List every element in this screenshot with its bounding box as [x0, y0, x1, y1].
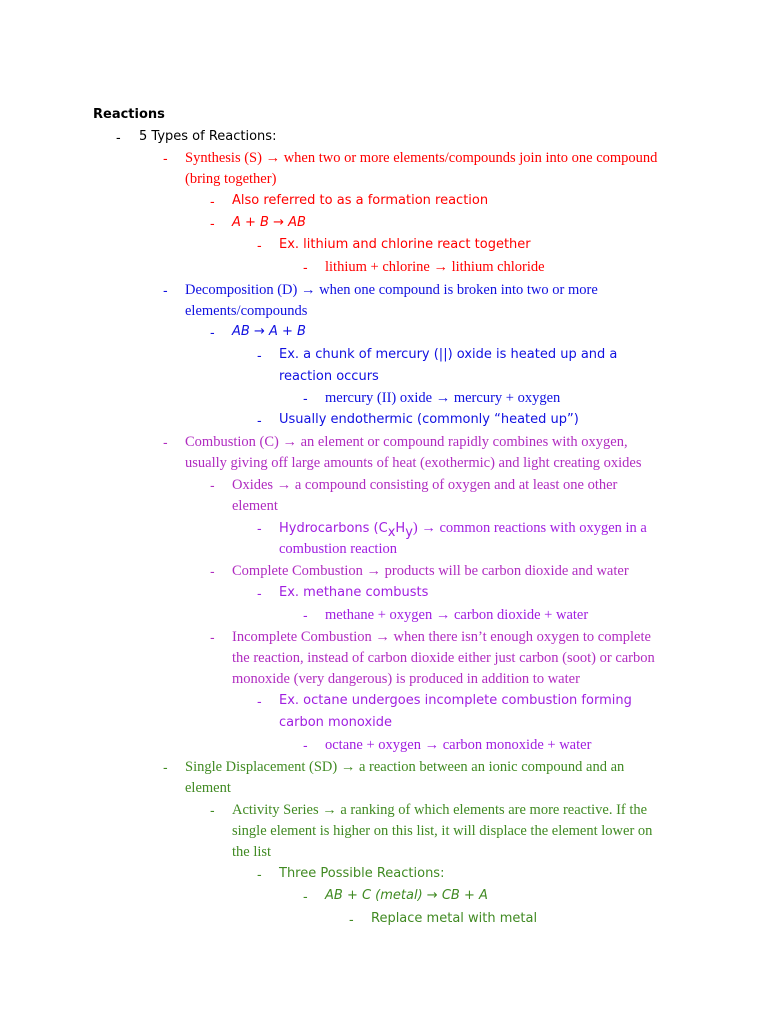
bullet-dash: - — [210, 215, 215, 231]
bullet-dash: - — [257, 347, 262, 363]
decomposition-equation: mercury (II) oxide → mercury + oxygen — [325, 390, 561, 406]
bullet-dash: - — [163, 434, 168, 450]
bullet-dash: - — [257, 866, 262, 882]
bullet-dash: - — [210, 629, 215, 645]
combustion-definition-cont: usually giving off large amounts of heat (exothermic) and light creating oxides — [185, 455, 642, 471]
single-displacement-definition: Single Displacement (SD) → a reaction between an ionic compound and an — [185, 759, 625, 775]
bullet-dash: - — [210, 193, 215, 209]
combustion-definition: Combustion (C) → an element or compound rapidly combines with oxygen, — [185, 434, 628, 450]
bullet-dash: - — [210, 477, 215, 493]
synthesis-also-known: Also referred to as a formation reaction — [232, 193, 489, 208]
bullet-dash: - — [210, 802, 215, 818]
bullet-dash: - — [257, 412, 262, 428]
decomposition-note: Usually endothermic (commonly “heated up”) — [279, 412, 579, 427]
decomposition-definition-cont: elements/compounds — [185, 303, 308, 319]
bullet-dash: - — [163, 282, 168, 298]
types-heading: 5 Types of Reactions: — [139, 129, 277, 144]
bullet-dash: - — [210, 324, 215, 340]
hydrocarbons-subscript-x: x — [387, 524, 396, 540]
decomposition-formula: AB → A + B — [232, 324, 306, 339]
hydrocarbons-subscript-y: y — [405, 524, 413, 540]
bullet-dash: - — [303, 390, 308, 406]
decomposition-example-cont: reaction occurs — [279, 369, 379, 384]
hydrocarbons-suffix: ) → common reactions with oxygen in a — [412, 520, 647, 536]
bullet-dash: - — [303, 737, 308, 753]
bullet-dash: - — [163, 150, 168, 166]
synthesis-example: Ex. lithium and chlorine react together — [279, 237, 531, 252]
replace-metal: Replace metal with metal — [371, 911, 538, 926]
bullet-dash: - — [116, 129, 121, 145]
complete-combustion-example: Ex. methane combusts — [279, 585, 429, 600]
decomposition-definition: Decomposition (D) → when one compound is broken into two or more — [185, 282, 598, 298]
hydrocarbons-prefix: Hydrocarbons (C — [279, 521, 388, 536]
incomplete-combustion-cont2: monoxide (very dangerous) is produced in addition to water — [232, 671, 580, 687]
bullet-dash: - — [210, 563, 215, 579]
oxides-definition-cont: element — [232, 498, 278, 514]
bullet-dash: - — [257, 237, 262, 253]
synthesis-definition: Synthesis (S) → when two or more elements/compounds join into one compound — [185, 150, 658, 166]
activity-series: Activity Series → a ranking of which elements are more reactive. If the — [232, 802, 648, 818]
synthesis-definition-cont: (bring together) — [185, 171, 277, 187]
bullet-dash: - — [163, 759, 168, 775]
oxides-definition: Oxides → a compound consisting of oxygen and at least one other — [232, 477, 618, 493]
activity-series-cont: single element is higher on this list, it will displace the element lower on — [232, 823, 653, 839]
synthesis-equation: lithium + chlorine → lithium chloride — [325, 259, 545, 275]
bullet-dash: - — [303, 888, 308, 904]
bullet-dash: - — [303, 607, 308, 623]
bullet-dash: - — [257, 693, 262, 709]
incomplete-combustion-example-cont: carbon monoxide — [279, 715, 393, 730]
hydrocarbons-definition-cont: combustion reaction — [279, 541, 397, 557]
synthesis-formula: A + B → AB — [232, 215, 306, 230]
complete-combustion: Complete Combustion → products will be carbon dioxide and water — [232, 563, 629, 579]
hydrocarbons-h: H — [395, 521, 406, 536]
incomplete-combustion: Incomplete Combustion → when there isn’t enough oxygen to complete — [232, 629, 651, 645]
incomplete-combustion-example: Ex. octane undergoes incomplete combustion forming — [279, 693, 632, 708]
hydrocarbons-definition — [279, 518, 647, 539]
bullet-dash: - — [257, 585, 262, 601]
activity-series-cont2: the list — [232, 844, 272, 860]
incomplete-combustion-equation: octane + oxygen → carbon monoxide + water — [325, 737, 592, 753]
page-title: Reactions — [93, 107, 165, 122]
bullet-dash: - — [349, 911, 354, 927]
complete-combustion-equation: methane + oxygen → carbon dioxide + water — [325, 607, 589, 623]
decomposition-example: Ex. a chunk of mercury (||) oxide is heated up and a — [279, 347, 618, 362]
incomplete-combustion-cont: the reaction, instead of carbon dioxide either just carbon (soot) or carbon — [232, 650, 655, 666]
three-possible-reactions: Three Possible Reactions: — [279, 866, 445, 881]
single-displacement-definition-cont: element — [185, 780, 231, 796]
bullet-dash: - — [303, 259, 308, 275]
single-displacement-formula: AB + C (metal) → CB + A — [325, 888, 488, 903]
bullet-dash: - — [257, 520, 262, 536]
